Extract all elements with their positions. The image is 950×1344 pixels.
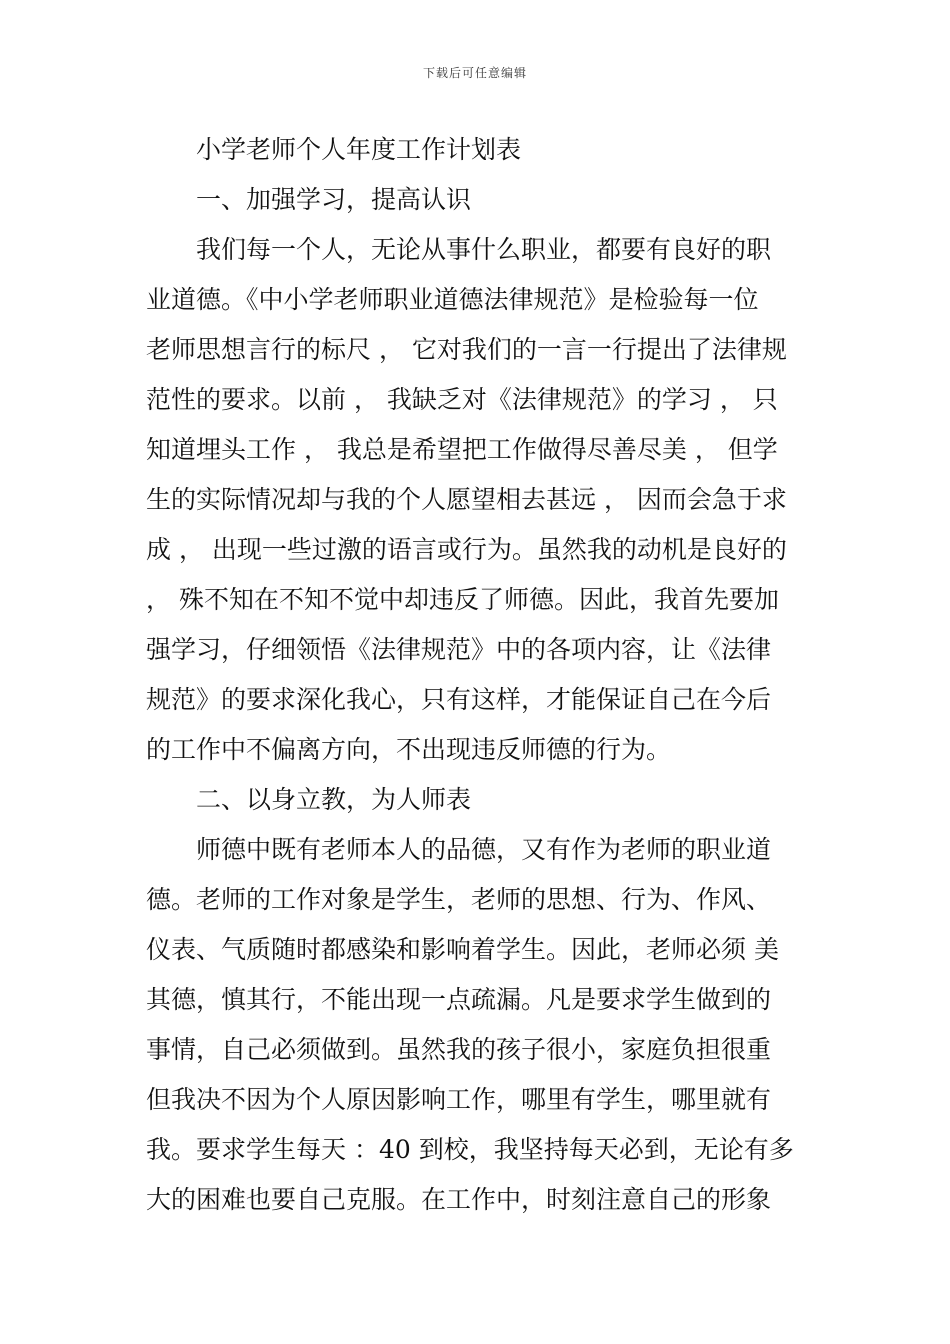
paragraph-line: 我。要求学生每天 ：40 到校，我坚持每天必到，无论有多 <box>146 1135 794 1164</box>
download-edit-note: 下载后可任意编辑 <box>422 66 527 80</box>
document-title: 小学老师个人年度工作计划表 <box>196 135 522 164</box>
paragraph-line: 大的困难也要自己克服。在工作中，时刻注意自己的形象 <box>146 1185 772 1214</box>
paragraph-line: 强学习，仔细领悟《法律规范》中的各项内容，让《法律 <box>146 635 772 664</box>
section-heading-2: 二、以身立教，为人师表 <box>196 785 472 814</box>
paragraph-line: 生的实际情况却与我的个人愿望相去甚远 ， 因而会急于求 <box>146 485 787 514</box>
paragraph-line: 我们每一个人，无论从事什么职业，都要有良好的职 <box>196 235 772 264</box>
paragraph-line: ， 殊不知在不知不觉中却违反了师德。因此，我首先要加 <box>146 585 779 614</box>
paragraph-line: 其德，慎其行，不能出现一点疏漏。凡是要求学生做到的 <box>146 985 772 1014</box>
paragraph-line: 老师思想言行的标尺 ， 它对我们的一言一行提出了法律规 <box>146 335 787 364</box>
paragraph-line: 业道德。《中小学老师职业道德法律规范》是检验每一位 <box>146 285 759 314</box>
paragraph-line: 知道埋头工作 ， 我总是希望把工作做得尽善尽美 ， 但学 <box>146 435 778 464</box>
paragraph-line: 规范》的要求深化我心，只有这样，才能保证自己在今后 <box>146 685 772 714</box>
paragraph-line: 的工作中不偏离方向，不出现违反师德的行为。 <box>146 735 672 764</box>
paragraph-line: 事情，自己必须做到。虽然我的孩子很小，家庭负担很重 <box>146 1035 772 1064</box>
paragraph-line: 德。老师的工作对象是学生，老师的思想、行为、作风、 <box>146 885 772 914</box>
paragraph-line: 但我决不因为个人原因影响工作，哪里有学生，哪里就有 <box>146 1085 772 1114</box>
paragraph-line: 师德中既有老师本人的品德，又有作为老师的职业道 <box>196 835 772 864</box>
paragraph-line: 范性的要求。以前 ， 我缺乏对《法律规范》的学习 ， 只 <box>146 385 778 414</box>
paragraph-line: 仪表、气质随时都感染和影响着学生。因此，老师必须 美 <box>146 935 779 964</box>
section-heading-1: 一、加强学习，提高认识 <box>196 185 472 214</box>
paragraph-line: 成 ， 出现一些过激的语言或行为。虽然我的动机是良好的 <box>146 535 787 564</box>
